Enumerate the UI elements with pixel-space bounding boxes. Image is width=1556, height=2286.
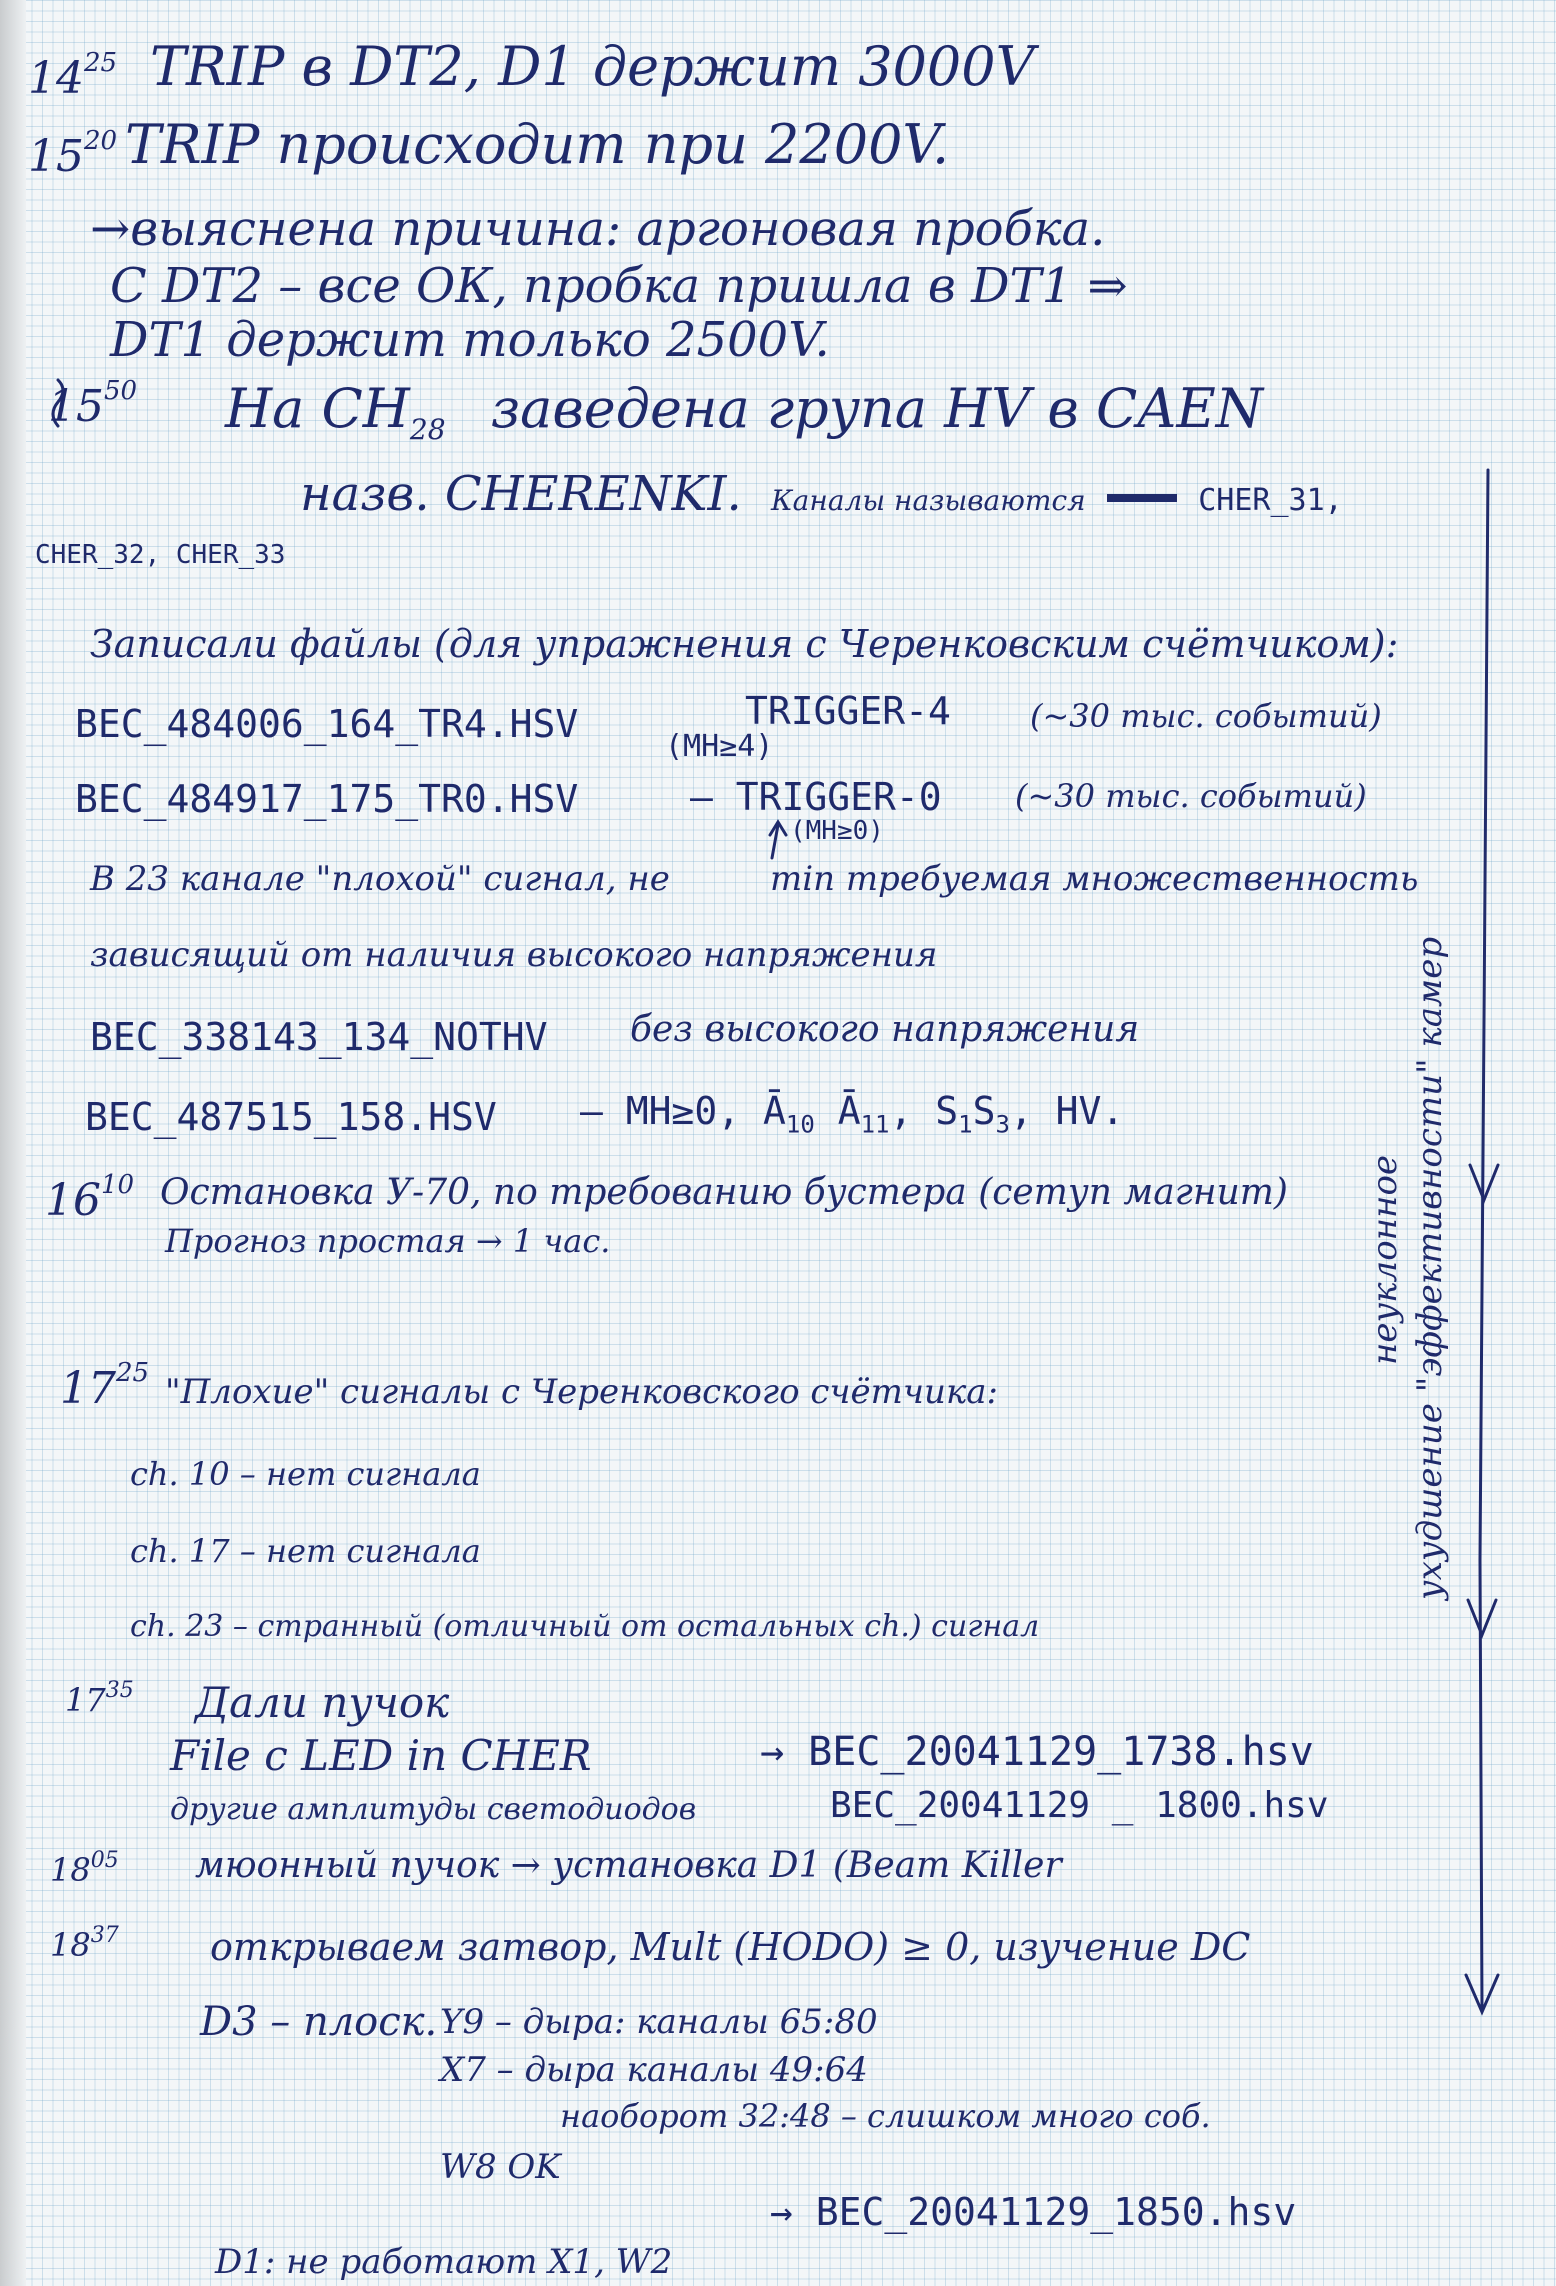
file-4: BEC_487515_158.HSV [85,1095,497,1139]
brace-mark [53,380,63,426]
entry-1610-text: Остановка У-70, по требованию бустера (сетуп магнит) [160,1172,1288,1213]
entry-1520-line4: DT1 держит только 2500V. [110,312,830,368]
entry-1520-text: TRIP происходит при 2200V. [125,113,950,176]
entry-1725-text: "Плохие" сигналы с Черенковского счётчика: [165,1372,998,1412]
footer-d1-note: D1: не работают X1, W2 [215,2242,673,2282]
file-1-trigger: TRIGGER-4 [745,689,951,733]
ch23-note-a: В 23 канале "плохой" сигнал, не [90,859,670,899]
entry-1837-d3: D3 – плоск. [200,1999,438,2045]
entry-1837-w8: W8 OK [440,2147,561,2187]
margin-arrow-head-2 [1468,1600,1496,1635]
entry-1735-amp: другие амплитуды светодиодов [170,1792,697,1827]
file-2-trigger: – TRIGGER-0 [690,775,942,819]
time-1725: $17^{25}$ [60,1358,150,1414]
time-1520: $15^{20}$ [28,126,118,182]
time-1805: $18^{05}$ [50,1848,119,1889]
file-1-note: (~30 тыс. событий) [1030,697,1382,735]
time-1610: $16^{10}$ [45,1170,135,1226]
entry-1805-text: мюонный пучок → установка D1 (Beam Killer [195,1845,1062,1886]
entry-1837-nab: наоборот 32:48 – слишком много соб. [560,2097,1211,2135]
entry-1837-text: открываем затвор, Mult (HODO) ≥ 0, изучение DC [210,1925,1251,1969]
entry-1735-led: File c LED in CHER [170,1731,592,1780]
files-header: Записали файлы (для упражнения с Черенковским счётчиком): [90,622,1399,666]
time-1837: $18^{37}$ [50,1923,119,1964]
bad-channel-23: ch. 23 – странный (отличный от остальных ch.) сигнал [130,1609,1040,1644]
entry-1520-line2: →выяснена причина: аргоновая пробка. [90,201,1106,257]
entry-1425-text: TRIP в DT2, D1 держит 3000V [150,35,1035,98]
file-2: BEC_484917_175_TR0.HSV [75,777,579,821]
entry-1550-line3: CHER_32, CHER_33 [35,540,286,570]
file-2-note: (~30 тыс. событий) [1015,777,1367,815]
entry-1735-file1: → BEC_20041129_1738.hsv [760,1729,1314,1775]
entry-1837-file: → BEC_20041129_1850.hsv [770,2190,1297,2234]
file-2-cond: (MH≥0) [790,816,884,846]
file-1-cond: (MH≥4) [665,729,774,764]
entry-1550-line2: назв. CHERENKI. Каналы называются CHER_31, [300,466,1343,522]
entry-1610-line2: Прогноз простая → 1 час. [165,1222,611,1260]
bad-channel-17: ch. 17 – нет сигнала [130,1532,481,1570]
ch23-note-b: зависящий от наличия высокого напряжения [90,935,938,975]
entry-1520-line3: С DT2 – все ОК, пробка пришла в DT1 ⇒ [110,258,1128,314]
file-1: BEC_484006_164_TR4.HSV [75,702,579,746]
file-3-note: без высокого напряжения [630,1009,1140,1050]
margin-note-line-a: неуклонное [1365,1154,1405,1365]
file-4-note: – MH≥0, $Ā_{10}$ $Ā_{11}$, $S_1S_3$, HV. [580,1089,1125,1139]
time-1550: $15^{50}$ [48,376,138,432]
entry-1837-x7: X7 – дыра каналы 49:64 [440,2050,868,2090]
margin-arrow-line [1480,470,1488,2010]
min-mult-note: min требуемая множественность [770,859,1419,899]
bad-channel-10: ch. 10 – нет сигнала [130,1455,481,1493]
entry-1735-file2: BEC_20041129 _ 1800.hsv [830,1785,1329,1826]
entry-1735-text: Дали пучок [195,1678,450,1727]
entry-1550-text: На $CH_{28}$ заведена група HV в CAEN [225,377,1263,446]
time-1425: $14^{25}$ [28,48,118,104]
margin-note-line-b: ухудшение "эффективности" камер [1410,936,1450,1600]
file-3: BEC_338143_134_NOTHV [90,1015,548,1059]
time-1735: $17^{35}$ [65,1678,134,1719]
entry-1837-y9: Y9 – дыра: каналы 65:80 [440,2002,878,2042]
